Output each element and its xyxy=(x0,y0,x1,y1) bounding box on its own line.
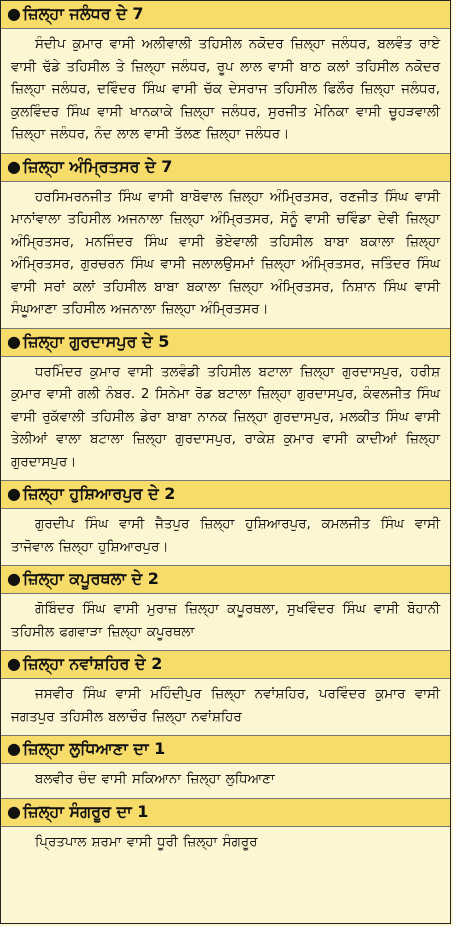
bullet-icon: ● xyxy=(7,739,21,758)
section-ludhiana xyxy=(1,735,450,798)
heading-text: ਜ਼ਿਲ੍ਹਾ ਸੰਗਰੂਰ ਦਾ 1 xyxy=(23,801,149,821)
bullet-icon: ● xyxy=(7,156,21,176)
section-heading xyxy=(1,798,450,827)
section-heading xyxy=(1,480,450,509)
section-heading xyxy=(1,650,450,679)
heading-text: ਜ਼ਿਲ੍ਹਾ ਕਪੂਰਥਲਾ ਦੇ 2 xyxy=(23,569,159,588)
section-body: ਬਲਵੀਰ ਚੰਦ ਵਾਸੀ ਸਕਿਆਨਾ ਜ਼ਿਲ੍ਹਾ ਲੁਧਿਆਣਾ xyxy=(35,772,275,787)
bullet-icon: ● xyxy=(7,331,21,351)
bullet-icon: ● xyxy=(7,569,21,588)
section-heading xyxy=(1,735,450,764)
section-heading xyxy=(1,328,450,357)
section-body: ਜਸਵੀਰ ਸਿੰਘ ਵਾਸੀ ਮਹਿੰਦੀਪੁਰ ਜ਼ਿਲ੍ਹਾ ਨਵਾਂਸ਼ਹਿਰ, ਪਰਵਿੰਦਰ ਕੁਮਾਰ ਵਾਸੀ ਜਗਤਪੁਰ ਤਹਿਸੀਲ ਬਲਾਚੌਰ ਜ਼ਿਲ੍ਹਾ ਨਵਾਂਸ਼ਹਿਰ xyxy=(11,687,440,725)
section-body: ਪ੍ਰਿਤਪਾਲ ਸ਼ਰਮਾ ਵਾਸੀ ਧੂਰੀ ਜ਼ਿਲ੍ਹਾ ਸੰਗਰੂਰ xyxy=(35,834,258,850)
section-amritsar xyxy=(1,153,450,328)
section-heading xyxy=(1,565,450,594)
bullet-icon: ● xyxy=(7,654,21,673)
bullet-icon: ● xyxy=(7,484,21,503)
section-sangrur xyxy=(1,798,450,861)
section-heading xyxy=(1,1,450,29)
section-hoshiarpur xyxy=(1,480,450,565)
bullet-icon: ● xyxy=(7,801,21,821)
section-jalandhar xyxy=(1,1,450,153)
section-kapurthala xyxy=(1,565,450,650)
heading-text: ਜ਼ਿਲ੍ਹਾ ਨਵਾਂਸ਼ਹਿਰ ਦੇ 2 xyxy=(23,654,163,673)
section-body: ਸੰਦੀਪ ਕੁਮਾਰ ਵਾਸੀ ਅਲੀਵਾਲੀ ਤਹਿਸੀਲ ਨਕੋਦਰ ਜ਼ਿਲ੍ਹਾ ਜਲੰਧਰ, ਬਲਵੰਤ ਰਾਏ ਵਾਸੀ ਢੱਡੇ ਤਹਿਸੀਲ ਤੇ ਜ਼ਿਲ੍ਹਾ ਜਲੰਧਰ, ਰੂਪ ਲਾਲ ਵਾਸੀ ਬਾਠ ਕਲਾਂ ਤਹਿਸੀਲ ਨਕੋਦਰ ਜ਼ਿਲ੍ਹਾ ਜਲੰਧਰ, ਦਵਿੰਦਰ ਸਿੰਘ ਵਾਸੀ ਚੱਕ ਦੇਸਰਾਜ ਤਹਿਸੀਲ ਫਿਲੌਰ ਜ਼ਿਲ੍ਹਾ ਜਲੰਧਰ, ਕੁਲਵਿੰਦਰ ਸਿੰਘ ਵਾਸੀ ਖਾਨਕਾਕੇ ਜ਼ਿਲ੍ਹਾ ਜਲੰਧਰ, ਸੁਰਜੀਤ ਮੇਨਿਕਾ ਵਾਸੀ ਚੂਹੜਵਾਲੀ ਜ਼ਿਲ੍ਹਾ ਜਲੰਧਰ, ਨੰਦ ਲਾਲ ਵਾਸੀ ਤੱਲਣ ਜ਼ਿਲ੍ਹਾ ਜਲੰਧਰ। xyxy=(11,37,440,142)
section-body: ਗੁਰਦੀਪ ਸਿੰਘ ਵਾਸੀ ਜੈਤਪੁਰ ਜ਼ਿਲ੍ਹਾ ਹੁਸ਼ਿਆਰਪੁਰ, ਕਮਲਜੀਤ ਸਿੰਘ ਵਾਸੀ ਤਾਜੋਵਾਲ ਜ਼ਿਲ੍ਹਾ ਹੁਸ਼ਿਆਰਪੁਰ। xyxy=(11,517,440,555)
heading-text: ਜ਼ਿਲ੍ਹਾ ਹੁਸ਼ਿਆਰਪੁਰ ਦੇ 2 xyxy=(23,484,176,503)
heading-text: ਜ਼ਿਲ੍ਹਾ ਅੰਮ੍ਰਿਤਸਰ ਦੇ 7 xyxy=(23,156,173,176)
heading-text: ਜ਼ਿਲ੍ਹਾ ਜਲੰਧਰ ਦੇ 7 xyxy=(23,4,144,23)
bullet-icon: ● xyxy=(7,4,21,23)
section-body: ਹਰਸਿਮਰਨਜੀਤ ਸਿੰਘ ਵਾਸੀ ਬਾਬੋਵਾਲ ਜ਼ਿਲ੍ਹਾ ਅੰਮ੍ਰਿਤਸਰ, ਰਣਜੀਤ ਸਿੰਘ ਵਾਸੀ ਮਾਨਾਂਵਾਲਾ ਤਹਿਸੀਲ ਅਜਨਾਲਾ ਜ਼ਿਲ੍ਹਾ ਅੰਮ੍ਰਿਤਸਰ, ਸੋਨੂੰ ਵਾਸੀ ਚਵਿੰਡਾ ਦੇਵੀ ਜ਼ਿਲ੍ਹਾ ਅੰਮ੍ਰਿਤਸਰ, ਮਨਜਿੰਦਰ ਸਿੰਘ ਵਾਸੀ ਭੋਏਵਾਲੀ ਤਹਿਸੀਲ ਬਾਬਾ ਬਕਾਲਾ ਜ਼ਿਲ੍ਹਾ ਅੰਮ੍ਰਿਤਸਰ, ਗੁਰਚਰਨ ਸਿੰਘ ਵਾਸੀ ਜਲਾਲਉਸਮਾਂ ਜ਼ਿਲ੍ਹਾ ਅੰਮ੍ਰਿਤਸਰ, ਜਤਿੰਦਰ ਸਿੰਘ ਵਾਸੀ ਸਰਾਂ ਕਲਾਂ ਤਹਿਸੀਲ ਬਾਬਾ ਬਕਾਲਾ ਜ਼ਿਲ੍ਹਾ ਅੰਮ੍ਰਿਤਸਰ, ਨਿਸ਼ਾਨ ਸਿੰਘ ਵਾਸੀ ਸੰਘੂਆਣਾ ਤਹਿਸੀਲ ਅਜਨਾਲਾ ਜ਼ਿਲ੍ਹਾ ਅੰਮ੍ਰਿਤਸਰ। xyxy=(11,189,440,317)
section-heading xyxy=(1,153,450,182)
section-gurdaspur xyxy=(1,328,450,481)
heading-text: ਜ਼ਿਲ੍ਹਾ ਲੁਧਿਆਣਾ ਦਾ 1 xyxy=(23,739,166,758)
section-body: ਧਰਮਿੰਦਰ ਕੁਮਾਰ ਵਾਸੀ ਤਲਵੰਡੀ ਤਹਿਸੀਲ ਬਟਾਲਾ ਜ਼ਿਲ੍ਹਾ ਗੁਰਦਾਸਪੁਰ, ਹਰੀਸ਼ ਕੁਮਾਰ ਵਾਸੀ ਗਲੀ ਨੰਬਰ. 2 ਸਿਨੇਮਾ ਰੋਡ ਬਟਾਲਾ ਜ਼ਿਲ੍ਹਾ ਗੁਰਦਾਸਪੁਰ, ਕੰਵਲਜੀਤ ਸਿੰਘ ਵਾਸੀ ਰੁਕੱਵਾਲੀ ਤਹਿਸੀਲ ਡੇਰਾ ਬਾਬਾ ਨਾਨਕ ਜ਼ਿਲ੍ਹਾ ਗੁਰਦਾਸਪੁਰ, ਮਲਕੀਤ ਸਿੰਘ ਵਾਸੀ ਤੇਲੀਆਂ ਵਾਲਾ ਬਟਾਲਾ ਜ਼ਿਲ੍ਹਾ ਗੁਰਦਾਸਪੁਰ, ਰਾਕੇਸ਼ ਕੁਮਾਰ ਵਾਸੀ ਕਾਦੀਆਂ ਜ਼ਿਲ੍ਹਾ ਗੁਰਦਾਸਪੁਰ। xyxy=(11,364,440,470)
section-body: ਗੋਬਿੰਦਰ ਸਿੰਘ ਵਾਸੀ ਮੁਰਾਜ਼ ਜ਼ਿਲ੍ਹਾ ਕਪੂਰਥਲਾ, ਸੁਖਵਿੰਦਰ ਸਿੰਘ ਵਾਸੀ ਬੋਹਾਨੀ ਤਹਿਸੀਲ ਫਗਵਾੜਾ ਜ਼ਿਲ੍ਹਾ ਕਪੂਰਥਲਾ xyxy=(11,602,440,640)
section-nawanshahr xyxy=(1,650,450,735)
heading-text: ਜ਼ਿਲ੍ਹਾ ਗੁਰਦਾਸਪੁਰ ਦੇ 5 xyxy=(23,331,170,351)
